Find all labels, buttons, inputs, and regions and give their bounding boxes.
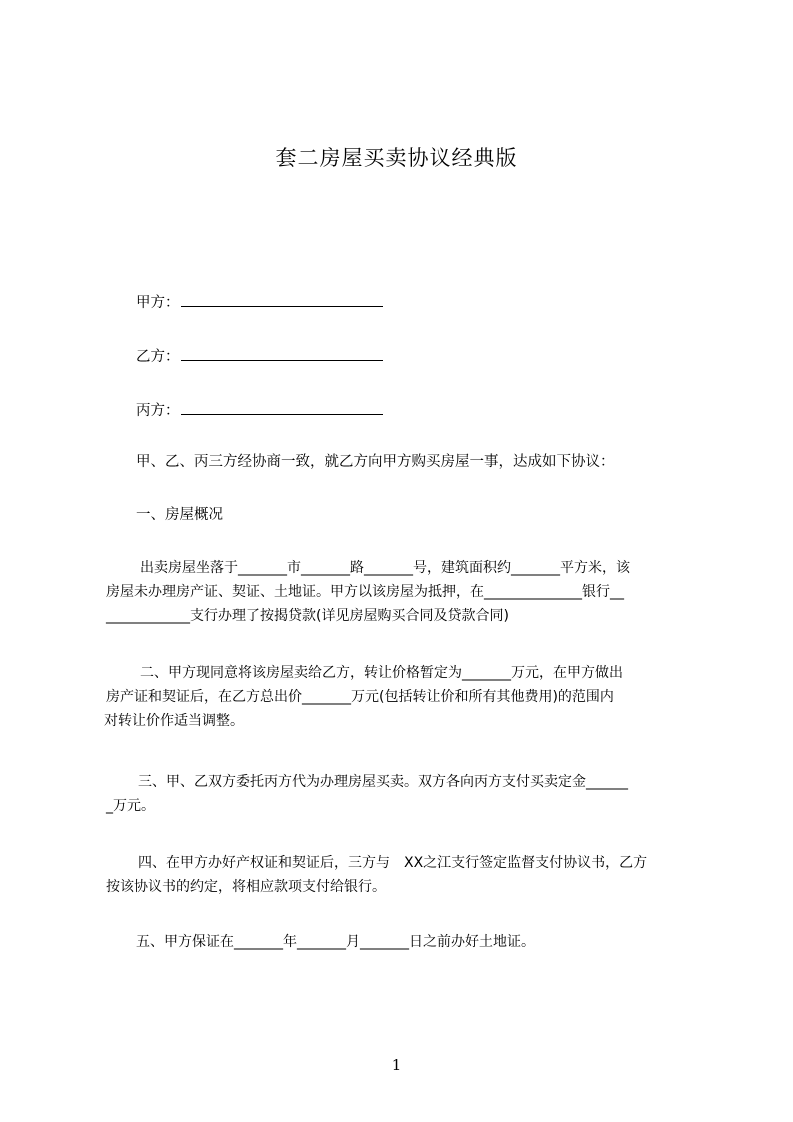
section2-line: 房产证和契证后，在乙方总出价_______万元(包括转让价和所有其他费用)的范围内: [106, 689, 614, 705]
section3-line: _万元。: [106, 798, 155, 814]
section5-paragraph: 五、甲方保证在_______年_______月_______日之前办好土地证。: [136, 934, 535, 950]
party-b-line: [136, 344, 383, 367]
section4-paragraph: [106, 851, 647, 899]
section1-line: 出卖房屋坐落于_______市_______路_______号，建筑面积约_______平方米，该: [140, 560, 630, 576]
document-title: 套二房屋买卖协议经典版: [275, 146, 518, 170]
section1-line: ____________支行办理了按揭贷款(详见房屋购买合同及贷款合同): [106, 608, 509, 624]
party-b-label: 乙方：: [136, 349, 180, 365]
section2-line: 对转让价作适当调整。: [104, 713, 244, 729]
intro-paragraph: 甲、乙、丙三方经协商一致，就乙方向甲方购买房屋一事，达成如下协议：: [136, 454, 615, 470]
section4-line: 按该协议书的约定，将相应款项支付给银行。: [106, 879, 386, 895]
party-a-line: [136, 290, 383, 313]
party-c-line: [136, 398, 383, 421]
party-a-label: 甲方：: [136, 295, 180, 311]
section4-line: 四、在甲方办好产权证和契证后，三方与 XX之江支行签定监督支付协议书，乙方: [138, 855, 648, 871]
section2-line: 二、甲方现同意将该房屋卖给乙方，转让价格暂定为_______万元，在甲方做出: [140, 665, 623, 681]
party-c-blank: [181, 398, 383, 415]
section3-paragraph: [106, 770, 628, 818]
party-c-label: 丙方：: [136, 403, 180, 419]
page-number: 1: [391, 1056, 402, 1074]
party-a-blank: [181, 290, 383, 307]
section1-paragraph: [106, 556, 630, 628]
section2-paragraph: [106, 661, 623, 733]
section1-line: 房屋未办理房产证、契证、土地证。甲方以该房屋为抵押，在______________银行__: [106, 584, 624, 600]
section3-line: 三、甲、乙双方委托丙方代为办理房屋买卖。双方各向丙方支付买卖定金______: [138, 774, 628, 790]
section1-heading: 一、房屋概况: [136, 507, 223, 523]
party-b-blank: [181, 344, 383, 361]
